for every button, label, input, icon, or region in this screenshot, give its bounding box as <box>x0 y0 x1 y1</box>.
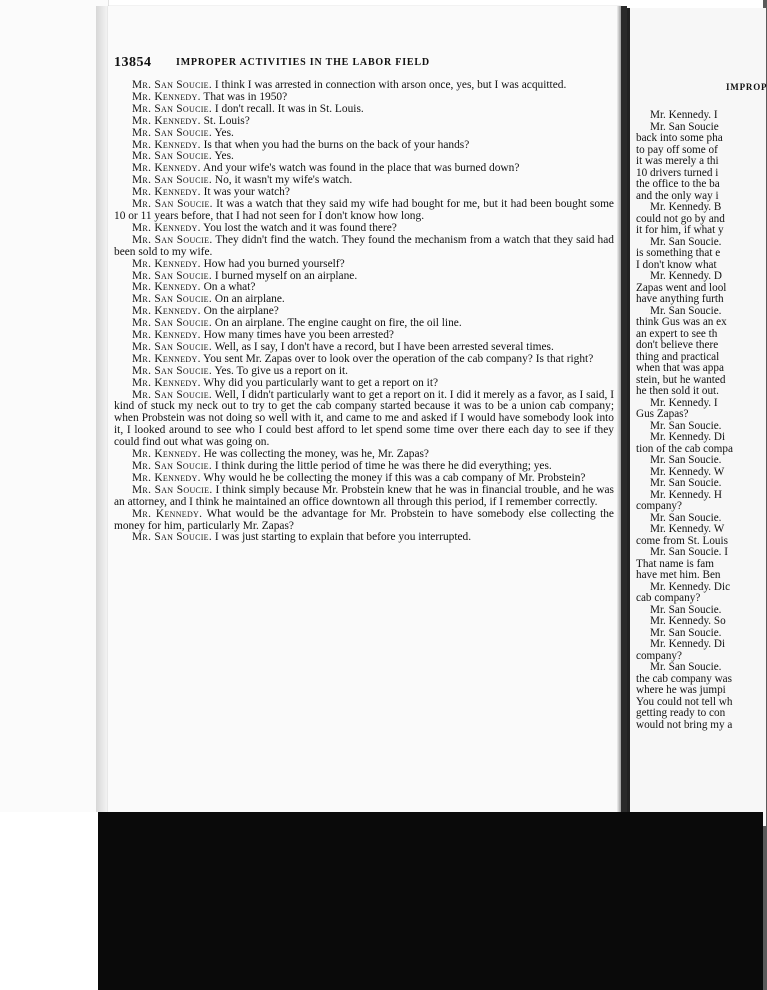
speaker-name: Mr. Kennedy. <box>132 221 201 234</box>
right-page-line: Mr. San Soucie <box>650 120 719 133</box>
right-page-line: Zapas went and lool <box>636 281 727 294</box>
right-page-line: could not go by and <box>636 212 725 225</box>
right-page-line: Mr. San Soucie. <box>650 477 722 489</box>
right-page-line: 10 drivers turned i <box>636 166 719 179</box>
right-page-line: thing and practical <box>636 350 720 363</box>
speech-text: What would be the advantage for Mr. Probstein to have somebody else collecting the money for him, particularly Mr. Zapas? <box>114 507 614 532</box>
right-page-line: Mr. Kennedy. So <box>650 615 726 627</box>
speaker-name: Mr. San Soucie. <box>132 174 213 187</box>
speaker-name: Mr. San Soucie. <box>132 79 213 91</box>
speaker-name: Mr. San Soucie. <box>132 293 213 306</box>
page-number: 13854 <box>114 55 152 70</box>
speaker-name: Mr. San Soucie. <box>132 364 213 377</box>
speaker-name: Mr. San Soucie. <box>132 317 213 330</box>
right-page-line: the cab company was <box>636 672 732 685</box>
speaker-name: Mr. San Soucie. <box>132 483 213 496</box>
speech-text: I think during the little period of time he was there he did everything; yes. <box>212 460 552 472</box>
right-page-line: getting ready to con <box>636 707 726 719</box>
speech-text: Is that when you had the burns on the back of your hands? <box>200 138 470 151</box>
speaker-name: Mr. Kennedy. <box>132 507 203 520</box>
right-page-line: an expert to see th <box>636 327 718 340</box>
right-transcript-body <box>636 110 766 731</box>
right-page-line: Mr. Kennedy. I <box>650 109 718 121</box>
speech-text: On a what? <box>200 281 256 294</box>
speech-text: Yes. <box>212 126 234 139</box>
speaker-name: Mr. Kennedy. <box>132 352 201 365</box>
transcript-paragraph <box>114 390 614 450</box>
right-page-line: Mr. San Soucie. <box>650 235 722 248</box>
speech-text: Well, I didn't particularly want to get a report on it. I did it merely as a favor, as I said, I kind of stuck my neck out to try to get the cab company started because it was to be a union cab company; when Probstein was not doing so well with it, and came to me and asked if I would have somebody look into it, I looked around to see who I could best afford to let spend some time over there each day to see if they could find out what was going on. <box>114 388 614 449</box>
speaker-name: Mr. San Soucie. <box>132 340 213 353</box>
speaker-name: Mr. Kennedy. <box>132 329 201 342</box>
speech-text: That was in 1950? <box>200 90 288 103</box>
speaker-name: Mr. Kennedy. <box>132 281 201 294</box>
right-page-line: have anything furth <box>636 293 724 305</box>
right-page-line: come from St. Louis <box>636 534 728 547</box>
right-page-line: when that was appa <box>636 362 724 374</box>
right-page-line: it was merely a thi <box>636 155 719 167</box>
speaker-name: Mr. Kennedy. <box>132 257 201 270</box>
right-page-line: Mr. San Soucie. I <box>650 546 728 558</box>
scan-margin <box>0 0 109 812</box>
right-page-line: have met him. Ben <box>636 569 721 581</box>
speech-text: I was just starting to explain that before you interrupted. <box>212 531 472 544</box>
page-header <box>114 55 594 75</box>
speech-text: It was your watch? <box>200 186 290 199</box>
speaker-name: Mr. Kennedy. <box>132 138 201 151</box>
transcript-body <box>114 80 614 544</box>
transcript-paragraph <box>114 532 614 544</box>
speaker-name: Mr. San Soucie. <box>132 531 213 544</box>
speech-text: He was collecting the money, was he, Mr. Zapas? <box>200 448 429 461</box>
speech-text: Why did you particularly want to get a report on it? <box>200 376 439 389</box>
speaker-name: Mr. Kennedy. <box>132 471 201 484</box>
speech-text: Yes. To give us a report on it. <box>212 364 349 377</box>
right-page-line: Gus Zapas? <box>636 408 689 420</box>
speech-text: They didn't find the watch. They found the mechanism from a watch that they said had been sold to my wife. <box>114 233 614 258</box>
speech-text: St. Louis? <box>200 114 250 127</box>
speaker-name: Mr. Kennedy. <box>132 162 201 175</box>
right-page-line: to pay off some of <box>636 143 718 156</box>
right-page-line: Mr. Kennedy. Di <box>650 431 726 443</box>
transcript-paragraph <box>114 235 614 259</box>
right-page-line: You could not tell wh <box>636 695 733 708</box>
speech-text: How had you burned yourself? <box>200 257 345 270</box>
speech-text: I think I was arrested in connection with arson once, yes, but I was acquitted. <box>212 79 567 91</box>
right-page-line: Mr. San Soucie. <box>650 454 722 466</box>
right-page-line: think Gus was an ex <box>636 316 727 328</box>
speaker-name: Mr. San Soucie. <box>132 233 213 246</box>
speaker-name: Mr. Kennedy. <box>132 305 201 318</box>
right-running-title: IMPROP <box>726 82 767 92</box>
transcript-paragraph <box>114 485 614 509</box>
speaker-name: Mr. Kennedy. <box>132 376 201 389</box>
scan-dark-area <box>98 812 763 990</box>
right-page-line: cab company? <box>636 592 701 604</box>
right-page-line: I don't know what <box>636 258 717 271</box>
right-page-line: Mr. Kennedy. W <box>650 523 725 535</box>
right-page-line: Mr. San Soucie. <box>650 511 722 524</box>
right-page-line: he then sold it out. <box>636 385 719 397</box>
right-page-line: That name is fam <box>636 557 714 570</box>
right-page-line: Mr. San Soucie. <box>650 661 722 673</box>
right-page-line: and the only way i <box>636 189 719 202</box>
right-page-line: is something that e <box>636 247 721 259</box>
speech-text: Well, as I say, I don't have a record, but I have been arrested several times. <box>212 340 554 353</box>
right-page-line: stein, but he wanted <box>636 373 726 386</box>
speech-text: It was a watch that they said my wife had bought for me, but it had been bought some 10 or 11 years before, that I had not seen for I don't know how long. <box>114 198 614 222</box>
speaker-name: Mr. Kennedy. <box>132 90 201 103</box>
right-page-line: don't believe there <box>636 339 719 351</box>
speech-text: I think simply because Mr. Probstein knew that he was in financial trouble, and he was an attorney, and I think he maintained an office downtown all through this period, if I remember correctly. <box>114 483 614 508</box>
speech-text: I burned myself on an airplane. <box>212 269 358 282</box>
speech-text: On an airplane. <box>212 293 285 306</box>
right-page-line: where he was jumpi <box>636 684 726 696</box>
right-page-line: Mr. San Soucie. <box>650 419 722 432</box>
speech-text: On an airplane. The engine caught on fire, the oil line. <box>212 317 462 330</box>
speaker-name: Mr. San Soucie. <box>132 460 213 472</box>
speaker-name: Mr. San Soucie. <box>132 388 213 401</box>
running-title: IMPROPER ACTIVITIES IN THE LABOR FIELD <box>176 57 430 68</box>
speaker-name: Mr. San Soucie. <box>132 198 213 211</box>
speech-text: On the airplane? <box>200 305 279 318</box>
speech-text: And your wife's watch was found in the place that was burned down? <box>200 162 520 175</box>
right-page-line: Mr. Kennedy. Dic <box>650 580 731 593</box>
speech-text: You lost the watch and it was found there? <box>200 221 397 234</box>
speaker-name: Mr. Kennedy. <box>132 114 201 127</box>
right-page-line: tion of the cab compa <box>636 442 733 455</box>
speaker-name: Mr. San Soucie. <box>132 102 213 115</box>
right-page-line: Mr. Kennedy. W <box>650 465 725 478</box>
right-page-line: Mr. Kennedy. I <box>650 396 718 409</box>
right-page-line: company? <box>636 500 682 512</box>
right-page-line: Mr. Kennedy. B <box>650 201 722 213</box>
transcript-paragraph <box>114 509 614 533</box>
right-page-line: the office to the ba <box>636 178 720 190</box>
speaker-name: Mr. San Soucie. <box>132 150 213 163</box>
transcript-paragraph <box>114 199 614 223</box>
right-page-line: back into some pha <box>636 132 723 144</box>
right-page-line: Mr. San Soucie. <box>650 626 722 639</box>
right-page-line: it for him, if what y <box>636 224 724 236</box>
right-page-line: Mr. Kennedy. H <box>650 488 722 501</box>
speech-text: How many times have you been arrested? <box>200 329 394 342</box>
right-page-line: Mr. San Soucie. <box>650 304 722 317</box>
speech-text: You sent Mr. Zapas over to look over the operation of the cab company? Is that right? <box>200 352 594 365</box>
speech-text: Why would he be collecting the money if this was a cab company of Mr. Probstein? <box>200 471 586 484</box>
right-page-line: company? <box>636 649 682 662</box>
right-page-line: Mr. Kennedy. D <box>650 270 722 282</box>
speaker-name: Mr. Kennedy. <box>132 448 201 461</box>
right-page-line: would not bring my a <box>636 718 733 731</box>
right-page <box>627 8 766 826</box>
right-page-line: Mr. San Soucie. <box>650 603 722 616</box>
speech-text: No, it wasn't my wife's watch. <box>212 174 353 187</box>
right-page-line: Mr. Kennedy. Di <box>650 638 726 650</box>
speaker-name: Mr. Kennedy. <box>132 186 201 199</box>
speaker-name: Mr. San Soucie. <box>132 269 213 282</box>
speech-text: Yes. <box>212 150 234 163</box>
speaker-name: Mr. San Soucie. <box>132 126 213 139</box>
speech-text: I don't recall. It was in St. Louis. <box>212 102 364 115</box>
